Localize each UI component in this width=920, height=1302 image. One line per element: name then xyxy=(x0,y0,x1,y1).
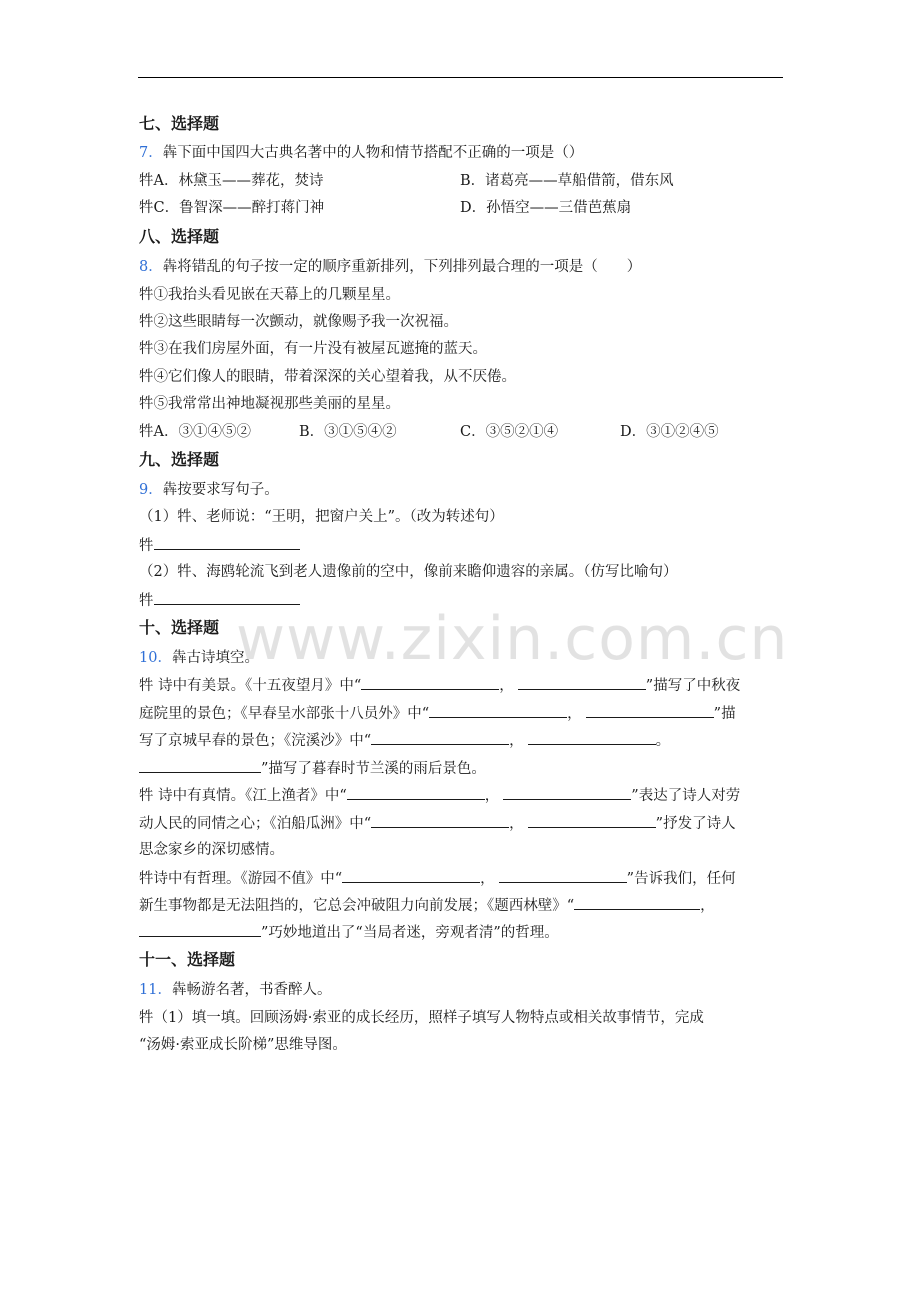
question-10 xyxy=(139,648,259,668)
question-number: 8． xyxy=(139,259,163,275)
answer-blank[interactable] xyxy=(154,535,300,550)
sentence-1: 牪①我抬头看见嵌在天幕上的几颗星星。 xyxy=(139,287,400,303)
answer-blank[interactable] xyxy=(586,703,714,718)
answer-blank[interactable] xyxy=(503,785,631,800)
answer-blank[interactable] xyxy=(371,813,509,828)
option-b: B．诸葛亮——草船借箭，借东风 xyxy=(460,173,674,189)
poem-line: 牪 诗中有真情。《江上渔者》中“ ， ”表达了诗人对劳 xyxy=(139,785,740,806)
instruction-line: 牪（1）填一填。回顾汤姆·索亚的成长经历，照样子填写人物特点或相关故事情节，完成 xyxy=(139,1010,704,1026)
section-9-heading: 九、选择题 xyxy=(139,450,220,469)
question-text: 犇畅游名著，书香醉人。 xyxy=(171,982,332,998)
question-11 xyxy=(139,980,331,1000)
section-11-heading: 十一、选择题 xyxy=(139,950,236,969)
watermark: www.zixin.com.cn xyxy=(236,604,789,674)
poem-line: 思念家乡的深切感情。 xyxy=(139,842,284,858)
poem-line: 写了京城早春的景色；《浣溪沙》中“ ， 。 xyxy=(139,730,670,751)
answer-mark: 牪 xyxy=(139,538,154,554)
answer-blank[interactable] xyxy=(361,675,499,690)
sentence-3: 牪③在我们房屋外面，有一片没有被屋瓦遮掩的蓝天。 xyxy=(139,341,487,357)
option-c: 牪C．鲁智深——醉打蒋门神 xyxy=(139,200,325,216)
option-b: B．③①⑤④② xyxy=(299,424,397,440)
answer-line-2 xyxy=(139,590,300,611)
question-number: 7． xyxy=(139,145,163,161)
answer-mark: 牪 xyxy=(139,593,154,609)
answer-blank[interactable] xyxy=(139,758,261,773)
question-number: 10． xyxy=(139,650,172,666)
answer-blank[interactable] xyxy=(518,675,646,690)
answer-blank[interactable] xyxy=(574,895,700,910)
section-8-heading: 八、选择题 xyxy=(139,227,220,246)
option-a: 牪A．林黛玉——葬花，焚诗 xyxy=(139,173,324,189)
answer-blank[interactable] xyxy=(528,813,656,828)
poem-line: 牪 诗中有美景。《十五夜望月》中“ ， ”描写了中秋夜 xyxy=(139,675,740,696)
sentence-4: 牪④它们像人的眼睛，带着深深的关心望着我，从不厌倦。 xyxy=(139,369,516,385)
answer-blank[interactable] xyxy=(371,730,509,745)
option-c: C．③⑤②①④ xyxy=(460,424,559,440)
answer-blank[interactable] xyxy=(342,868,480,883)
option-a: 牪A．③①④⑤② xyxy=(139,424,251,440)
sentence-5: 牪⑤我常常出神地凝视那些美丽的星星。 xyxy=(139,396,400,412)
poem-line: 庭院里的景色；《早春呈水部张十八员外》中“ ， ”描 xyxy=(139,703,736,724)
poem-line: 新生事物都是无法阻挡的，它总会冲破阻力向前发展；《题西林壁》“ ， xyxy=(139,895,715,916)
poem-line: ”描写了暮春时节兰溪的雨后景色。 xyxy=(139,758,486,779)
sentence-2: 牪②这些眼睛每一次颤动，就像赐予我一次祝福。 xyxy=(139,314,458,330)
answer-blank[interactable] xyxy=(429,703,567,718)
poem-line: 牪诗中有哲理。《游园不值》中“ ， ”告诉我们，任何 xyxy=(139,868,736,889)
question-8 xyxy=(139,257,641,277)
question-text: 犇将错乱的句子按一定的顺序重新排列，下列排列最合理的一项是（ ） xyxy=(162,259,642,275)
option-d: D．孙悟空——三借芭蕉扇 xyxy=(460,200,632,216)
sub-question-2: （2）牪、海鸥轮流飞到老人遗像前的空中，像前来瞻仰遗容的亲属。（仿写比喻句） xyxy=(139,564,678,580)
question-text: 犇古诗填空。 xyxy=(171,650,259,666)
instruction-line: “汤姆·索亚成长阶梯”思维导图。 xyxy=(139,1037,347,1053)
poem-line: ”巧妙地道出了“当局者迷，旁观者清”的哲理。 xyxy=(139,922,559,943)
answer-blank[interactable] xyxy=(499,868,627,883)
question-9 xyxy=(139,480,279,500)
question-text: 犇按要求写句子。 xyxy=(162,482,279,498)
poem-line: 动人民的同情之心；《泊船瓜洲》中“ ， ”抒发了诗人 xyxy=(139,813,736,834)
sub-question-1: （1）牪、老师说：“王明，把窗户关上”。（改为转述句） xyxy=(139,509,504,525)
answer-blank[interactable] xyxy=(154,590,300,605)
answer-blank[interactable] xyxy=(139,922,261,937)
question-number: 9． xyxy=(139,482,163,498)
question-7 xyxy=(139,143,583,163)
section-10-heading: 十、选择题 xyxy=(139,618,220,637)
question-text: 犇下面中国四大古典名著中的人物和情节搭配不正确的一项是（） xyxy=(162,145,584,161)
answer-blank[interactable] xyxy=(347,785,485,800)
answer-blank[interactable] xyxy=(528,730,656,745)
answer-line-1 xyxy=(139,535,300,556)
question-number: 11． xyxy=(139,982,172,998)
header-rule xyxy=(138,77,783,78)
section-7-heading: 七、选择题 xyxy=(139,114,220,133)
option-d: D．③①②④⑤ xyxy=(620,424,719,440)
